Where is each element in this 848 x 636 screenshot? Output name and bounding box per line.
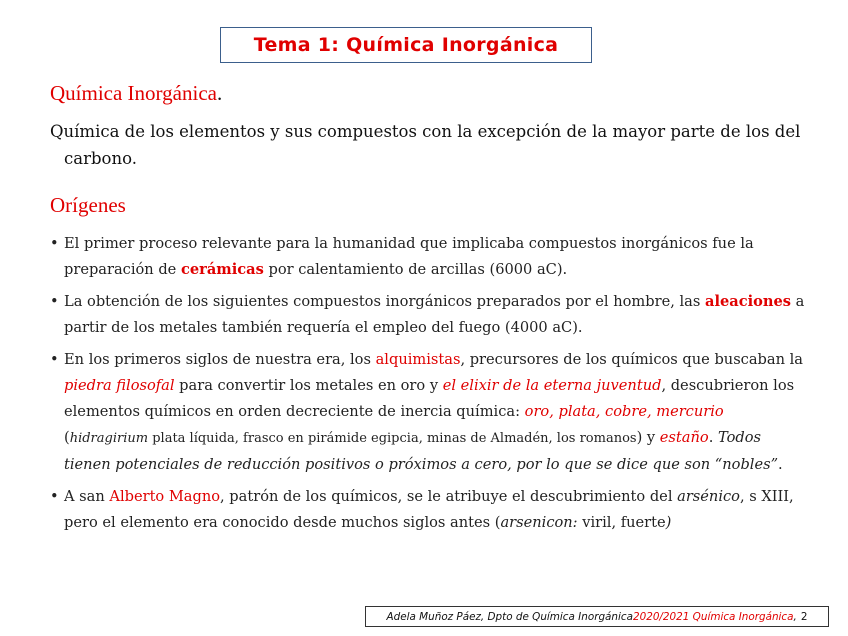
text: viril, fuerte — [577, 514, 666, 531]
slide-title: Tema 1: Química Inorgánica — [220, 27, 592, 63]
page-number: 2 — [800, 610, 808, 623]
text: ) — [665, 514, 672, 531]
definition-text: Química de los elementos y sus compuestos con la excepción de la mayor parte de los del carbono. — [50, 122, 801, 168]
highlight-ceramicas: cerámicas — [180, 261, 264, 278]
heading-dot: . — [216, 81, 223, 105]
highlight-alquimistas: alquimistas — [375, 351, 461, 368]
highlight-estano: estaño — [659, 429, 709, 446]
text: , descubrieron los elementos químicos en orden decreciente de inercia química: — [64, 377, 795, 420]
highlight-aleaciones: aleaciones — [705, 293, 792, 310]
text: por calentamiento de arcillas (6000 aC). — [263, 261, 568, 278]
text: ) y — [636, 429, 660, 446]
footer-author: Adela Muñoz Páez, Dpto de Química Inorgánica — [386, 610, 633, 623]
heading-text: Química Inorgánica — [50, 81, 217, 105]
small-note: plata líquida, frasco en pirámide egipcia, minas de Almadén, los romanos — [148, 431, 637, 446]
list-item-aleaciones — [48, 289, 808, 341]
text: , s XIII, pero el elemento era conocido desde muchos siglos antes ( — [64, 488, 794, 531]
text: ( — [64, 429, 70, 446]
footer-comma: , — [793, 610, 797, 623]
text: En los primeros siglos de nuestra era, los — [64, 351, 376, 368]
list-item-alquimistas — [48, 347, 808, 478]
section-heading-origenes: Orígenes — [50, 193, 126, 217]
highlight-piedra-filosofal: piedra filosofal — [64, 377, 175, 394]
italic-hidragirium: hidragirium — [69, 431, 149, 446]
highlight-elixir: el elixir de la eterna juventud — [442, 377, 662, 394]
highlight-alberto-magno: Alberto Magno — [109, 488, 221, 505]
text: A san — [64, 488, 110, 505]
text: El primer proceso relevante para la humanidad que implicaba compuestos inorgánicos fue la preparación de — [64, 235, 754, 278]
text: a partir de los metales también requería el empleo del fuego (4000 aC). — [64, 293, 805, 336]
list-item-alberto-magno — [48, 484, 808, 536]
text: La obtención de los siguientes compuestos inorgánicos preparados por el hombre, las — [64, 293, 705, 310]
text: para convertir los metales en oro y — [174, 377, 443, 394]
footer-course: 2020/2021 Química Inorgánica — [632, 610, 794, 623]
text: , precursores de los químicos que buscaban la — [460, 351, 804, 368]
slide-footer — [365, 606, 829, 627]
italic-nobles: Todos tienen potenciales de reducción positivos o próximos a cero, por lo que se dice que son “nobles” — [64, 429, 779, 473]
text: , patrón de los químicos, se le atribuye el descubrimiento del — [220, 488, 678, 505]
list-item-ceramicas — [48, 231, 808, 283]
italic-arsenico: arsénico — [677, 488, 740, 505]
italic-arsenicon: arsenicon: — [500, 514, 578, 531]
text: . — [778, 456, 783, 473]
text: . — [708, 429, 718, 446]
highlight-metales: oro, plata, cobre, mercurio — [524, 403, 724, 420]
section-heading-quimica-inorganica — [50, 81, 222, 106]
origins-list — [48, 231, 808, 542]
